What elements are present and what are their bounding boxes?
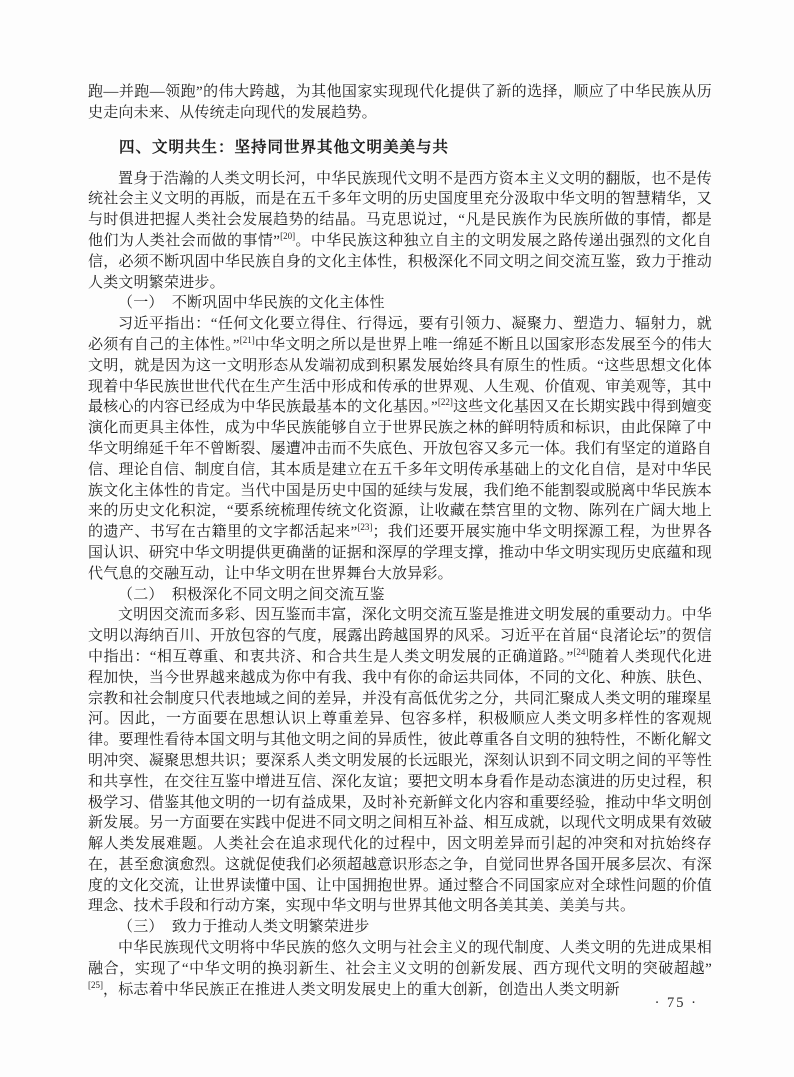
subsection-title-1: 不断巩固中华民族的文化主体性 — [171, 295, 385, 312]
citation-marker: [22] — [437, 397, 453, 408]
subsection-title-2: 积极深化不同文明之间交流互鉴 — [171, 586, 385, 603]
subsection-heading-2 — [88, 585, 712, 606]
subsection-paragraph-3: 中华民族现代文明将中华民族的悠久文明与社会主义的现代制度、人类文明的先进成果相融合，实现了“中华文明的换羽新生、社会主义文明的创新发展、西方现代文明的突破超越”[25]，标志着中华民族正在推进人类文明发展史上的重大创新，创造出人类文明新 — [88, 940, 712, 998]
section-heading: 四、文明共生：坚持同世界其他文明美美与共 — [119, 138, 450, 156]
subsection-paragraph-2: 文明因交流而多彩、因互鉴而丰富，深化文明交流互鉴是推进文明发展的重要动力。中华文明以海纳百川、开放包容的气度，展露出跨越国界的风采。习近平在首届“良渚论坛”的贺信中指出：“相互尊重、和衷共济、和合共生是人类文明发展的正确道路。”[24]随着人类现代化进程加快，当今世界越来越成为你中有我、我中有你的命运共同体，不同的文化、种族、肤色、宗教和社会制度只代表地域之间的差异，并没有高低优劣之分，共同汇聚成人类文明的璀璨星河。因此，一方面要在思想认识上尊重差异、包容多样，积极顺应人类文明多样性的客观规律。要理性看待本国文明与其他文明之间的异质性，彼此尊重各自文明的独特性，不断化解文明冲突、凝聚思想共识；要深系人类文明发展的长远眼光，深刻认识到不同文明之间的平等性和共享性，在交往互鉴中增进互信、深化友谊；要把文明本身看作是动态演进的历史过程，积极学习、借鉴其他文明的一切有益成果，及时补充新鲜文化内容和重要经验，推动中华文明创新发展。另一方面要在实践中促进不同文明之间相互补益、相互成就，以现代文明成果有效破解人类发展难题。人类社会在追求现代化的过程中，因文明差异而引起的冲突和对抗始终存在，甚至愈演愈烈。这就促使我们必须超越意识形态之争，自觉同世界各国开展多层次、有深度的文化交流，让世界读懂中国、让中国拥抱世界。通过整合不同国家应对全球性问题的价值理念、技术手段和行动方案，实现中华文明与世界其他文明各美其美、美美与共。 — [88, 607, 713, 915]
citation-marker: [20] — [280, 230, 296, 241]
citation-marker: [21] — [239, 334, 255, 345]
citation-marker: [24] — [573, 646, 589, 657]
article-body — [88, 82, 712, 1000]
subsection-title-3: 致力于推动人类文明繁荣进步 — [171, 919, 370, 936]
subsection-label-3: （三） — [118, 919, 164, 936]
lead-paragraph: 置身于浩瀚的人类文明长河，中华民族现代文明不是西方资本主义文明的翻版，也不是传统社会主义文明的再版，而是在五千多年文明的历史国度里充分汲取中华文明的智慧精华，又与时俱进把握人类社会发展趋势的结晶。马克思说过，“凡是民族作为民族所做的事情，都是他们为人类社会而做的事情”[20]。中华民族这种独立自主的文明发展之路传递出强烈的文化自信，必须不断巩固中华民族自身的文化主体性，积极深化不同文明之间交流互鉴，致力于推动人类文明繁荣进步。 — [88, 170, 713, 291]
citation-marker: [25] — [88, 979, 103, 990]
subsection-label-1: （一） — [118, 295, 164, 312]
subsection-heading-1 — [88, 293, 712, 314]
citation-marker: [23] — [357, 522, 373, 533]
subsection-label-2: （二） — [118, 586, 164, 603]
subsection-heading-3 — [88, 917, 712, 938]
page-number: · 75 · — [654, 995, 698, 1011]
paragraph-continuation: 跑—并跑—领跑”的伟大跨越，为其他国家实现现代化提供了新的选择，顺应了中华民族从历史走向未来、从传统走向现代的发展趋势。 — [88, 84, 712, 121]
subsection-paragraph-1: 习近平指出：“任何文化要立得住、行得远，要有引领力、凝聚力、塑造力、辐射力，就必须有自己的主体性。”[21]中华文明之所以是世界上唯一绵延不断且以国家形态发展至今的伟大文明，就是因为这一文明形态从发端初成到积累发展始终具有原生的性质。“这些思想文化体现着中华民族世世代代在生产生活中形成和传承的世界观、人生观、价值观、审美观等，其中最核心的内容已经成为中华民族最基本的文化基因。”[22]这些文化基因又在长期实践中得到嬗变演化而更具主体性，成为中华民族能够自立于世界民族之林的鲜明特质和标识，由此保障了中华文明绵延千年不曾断裂、屡遭冲击而不失底色、开放包容又多元一体。我们有坚定的道路自信、理论自信、制度自信，其本质是建立在五千多年文明传承基础上的文化自信，是对中华民族文化主体性的肯定。当代中国是历史中国的延续与发展，我们绝不能割裂或脱离中华民族本来的历史文化积淀，“要系统梳理传统文化资源，让收藏在禁宫里的文物、陈列在广阔大地上的遗产、书写在古籍里的文字都活起来”[23]；我们还要开展实施中华文明探源工程，为世界各国认识、研究中华文明提供更确凿的证据和深厚的学理支撑，推动中华文明实现历史底蕴和现代气息的交融互动，让中华文明在世界舞台大放异彩。 — [88, 316, 712, 582]
